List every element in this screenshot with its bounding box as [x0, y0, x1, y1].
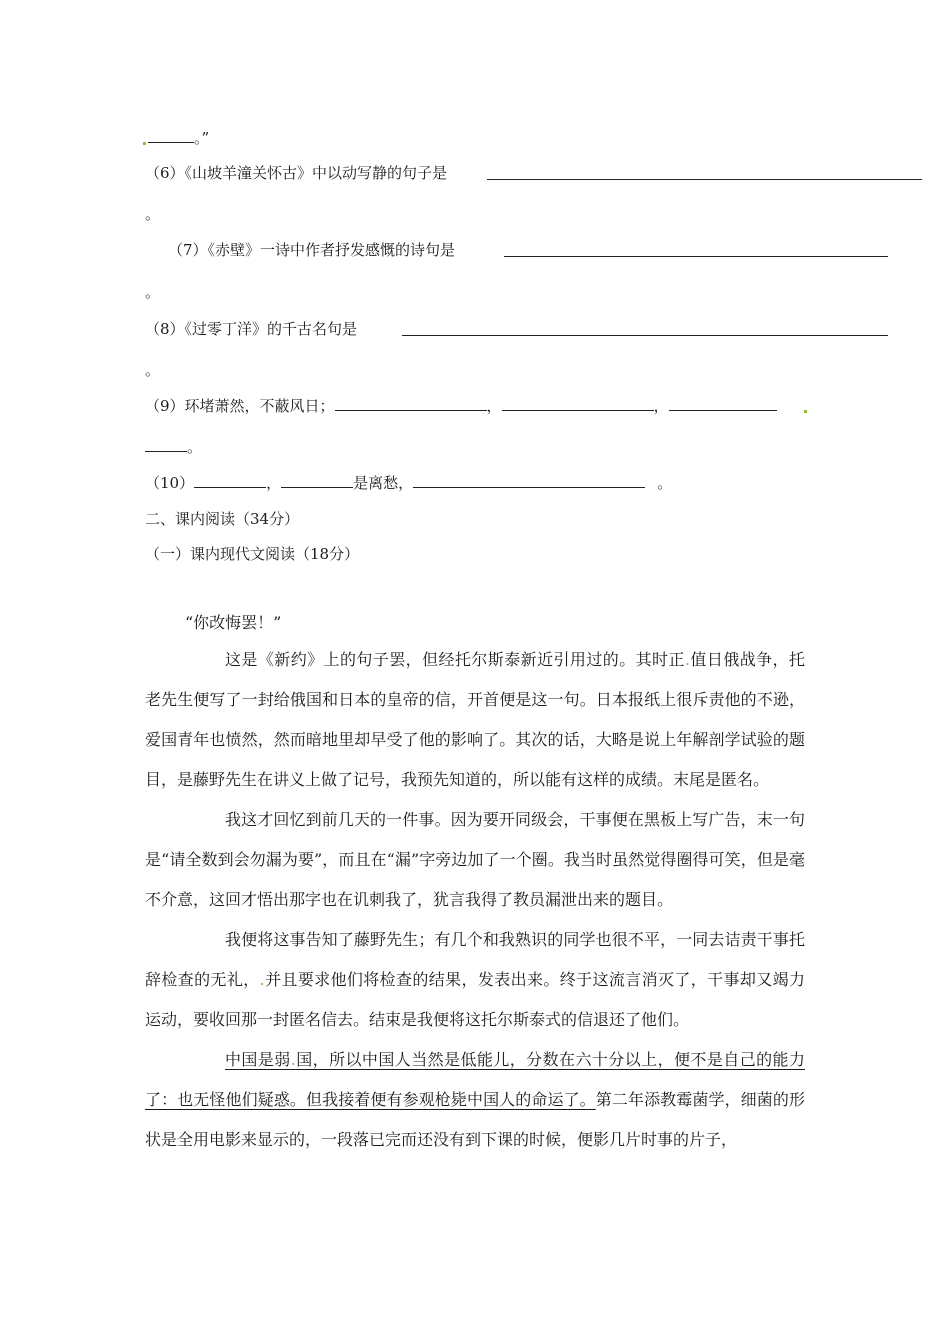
edit-mark-icon	[804, 410, 807, 413]
item-8-prompt: （8）《过零丁洋》的千古名句是	[145, 320, 358, 338]
part-2-heading: 二、课内阅读（34分）	[145, 510, 300, 528]
edit-mark-icon: .	[259, 970, 265, 989]
item-7-prompt: （7）《赤壁》一诗中作者抒发感慨的诗句是	[168, 241, 456, 259]
item-6-answer-line[interactable]	[487, 179, 922, 180]
passage-quote: “你改悔罢！”	[185, 613, 282, 632]
answer-blank[interactable]	[148, 128, 194, 143]
underlined-sentence: 中国是弱.国，所以中国人当然是低能儿，分数在六十分以上，便不是自己的能力了：也无怪他们疑惑。但我接着便有参观枪毙中国人的命运了。	[145, 1050, 805, 1109]
answer-blank[interactable]	[194, 473, 266, 488]
paragraph-1: 这是《新约》上的句子罢，但经托尔斯泰新近引用过的。其时正.值日俄战争，托老先生便写了一封给俄国和日本的皇帝的信，开首便是这一句。日本报纸上很斥责他的不逊，爱国青年也愤然，然而暗地里却早受了他的影响了。其次的话，大略是说上年解剖学试验的题目，是藤野先生在讲义上做了记号，我预先知道的，所以能有这样的成绩。末尾是匿名。	[145, 650, 805, 789]
item-9-row: （9）环堵萧然，不蔽风日； ， ，	[145, 396, 777, 416]
item-6-prompt: （6）《山坡羊潼关怀古》中以动写静的句子是	[145, 164, 448, 182]
paragraph-3: 我便将这事告知了藤野先生；有几个和我熟识的同学也很不平，一同去诘责干事托辞检查的无礼，.并且要求他们将检查的结果，发表出来。终于这流言消灭了，干事却又竭力运动，要收回那一封匿名信去。结束是我便将这托尔斯泰式的信退还了他们。	[145, 930, 805, 1029]
answer-blank[interactable]	[335, 396, 487, 411]
item-8-end: 。	[145, 361, 161, 379]
part-2-subheading: （一）课内现代文阅读（18分）	[145, 545, 360, 563]
item-5-tail: 。”	[148, 128, 209, 148]
paragraph-2: 我这才回忆到前几天的一件事。因为要开同级会，干事便在黑板上写广告，末一句是“请全数到会勿漏为要”，而且在“漏”字旁边加了一个圈。我当时虽然觉得圈得可笑，但是毫不介意，这回才悟出那字也在讥刺我了，犹言我得了教员漏泄出来的题目。	[145, 810, 805, 909]
item-7-answer-line[interactable]	[504, 256, 888, 257]
answer-blank[interactable]	[669, 396, 777, 411]
answer-blank[interactable]	[145, 437, 187, 452]
edit-mark-icon	[143, 142, 146, 145]
edit-mark-icon: .	[290, 1050, 296, 1069]
item-7-end: 。	[145, 283, 161, 301]
answer-blank[interactable]	[413, 473, 645, 488]
item-10-row: （10） ， 是离愁， 。	[145, 474, 673, 492]
answer-blank[interactable]	[281, 473, 353, 488]
paragraph-4: 中国是弱.国，所以中国人当然是低能儿，分数在六十分以上，便不是自己的能力了：也无怪他们疑惑。但我接着便有参观枪毙中国人的命运了。第二年添教霉菌学，细菌的形状是全用电影来显示的，一段落已完而还没有到下课的时候，便影几片时事的片子，	[145, 1050, 805, 1149]
reading-passage	[145, 640, 805, 1160]
answer-blank[interactable]	[502, 396, 654, 411]
item-8-answer-line[interactable]	[402, 335, 888, 336]
item-9-end: 。	[145, 437, 202, 457]
edit-mark-icon: .	[684, 650, 690, 669]
item-6-end: 。	[145, 205, 161, 223]
